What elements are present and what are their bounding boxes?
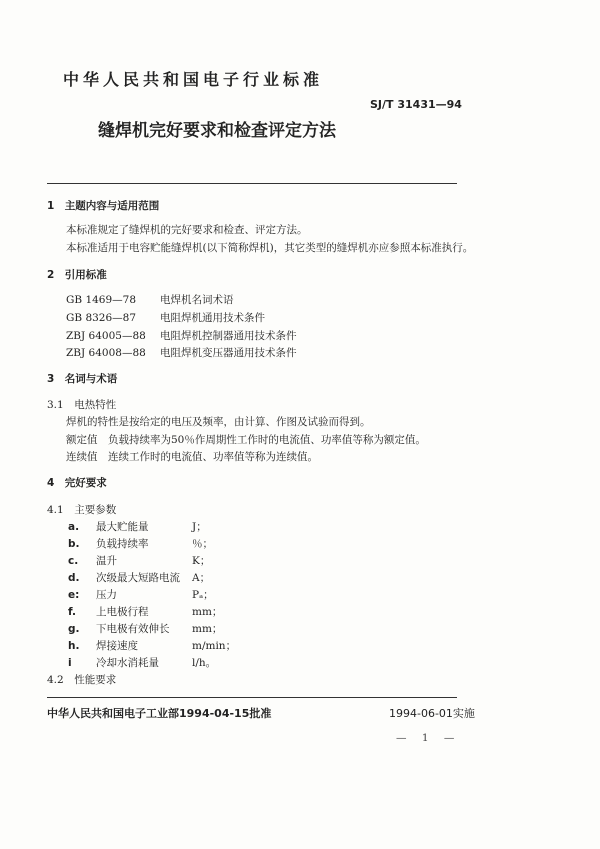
param-name: 压力 bbox=[96, 589, 117, 601]
org-title: 中华人民共和国电子行业标准 bbox=[63, 70, 324, 89]
top-divider bbox=[47, 183, 457, 184]
section-4-heading: 4 完好要求 bbox=[47, 477, 107, 489]
param-unit: A； bbox=[192, 572, 211, 584]
subsection-3-1-heading: 3.1 电热特性 bbox=[47, 399, 117, 411]
param-name: 次级最大短路电流 bbox=[96, 572, 180, 584]
param-unit: ％； bbox=[192, 538, 213, 550]
param-unit: J； bbox=[192, 521, 207, 533]
approval-text: 中华人民共和国电子工业部1994-04-15批准 bbox=[47, 707, 272, 720]
implementation-date: 1994-06-01实施 bbox=[389, 707, 475, 720]
section-1-heading: 1 主题内容与适用范围 bbox=[47, 200, 160, 212]
subsection-4-1-heading: 4.1 主要参数 bbox=[47, 504, 117, 516]
ref-name: 电阻焊机通用技术条件 bbox=[160, 312, 265, 324]
param-label: e: bbox=[68, 589, 80, 601]
param-label: i bbox=[68, 657, 72, 669]
param-unit: mm； bbox=[192, 606, 223, 618]
param-label: c. bbox=[68, 555, 79, 567]
param-name: 负载持续率 bbox=[96, 538, 149, 550]
param-label: b. bbox=[68, 538, 80, 550]
param-name: 焊接速度 bbox=[96, 640, 138, 652]
param-label: d. bbox=[68, 572, 80, 584]
param-label: f. bbox=[68, 606, 76, 618]
footer-divider bbox=[47, 697, 457, 698]
param-unit: K； bbox=[192, 555, 211, 567]
ref-code: ZBJ 64008—88 bbox=[66, 347, 146, 359]
paragraph: 额定值 负载持续率为50％作周期性工作时的电流值、功率值等称为额定值。 bbox=[66, 434, 426, 446]
doc-title: 缝焊机完好要求和检查评定方法 bbox=[98, 121, 336, 141]
ref-code: GB 8326—87 bbox=[66, 312, 137, 324]
param-label: h. bbox=[68, 640, 80, 652]
subsection-4-2-heading: 4.2 性能要求 bbox=[47, 674, 117, 686]
param-name: 温升 bbox=[96, 555, 117, 567]
param-name: 最大贮能量 bbox=[96, 521, 149, 533]
ref-name: 电阻焊机变压器通用技术条件 bbox=[160, 347, 297, 359]
ref-name: 电焊机名词术语 bbox=[160, 294, 234, 306]
param-name: 上电极行程 bbox=[96, 606, 149, 618]
ref-code: ZBJ 64005—88 bbox=[66, 330, 146, 342]
section-3-heading: 3 名词与术语 bbox=[47, 373, 118, 385]
paragraph: 本标准规定了缝焊机的完好要求和检查、评定方法。 bbox=[66, 224, 308, 236]
ref-code: GB 1469—78 bbox=[66, 294, 137, 306]
ref-name: 电阻焊机控制器通用技术条件 bbox=[160, 330, 297, 342]
paragraph: 焊机的特性是按给定的电压及频率，由计算、作图及试验而得到。 bbox=[66, 416, 371, 428]
param-name: 下电极有效伸长 bbox=[96, 623, 170, 635]
param-unit: m/min； bbox=[192, 640, 237, 652]
page-number: — 1 — bbox=[396, 732, 455, 744]
param-label: a. bbox=[68, 521, 80, 533]
standard-code: SJ/T 31431—94 bbox=[370, 98, 462, 111]
param-unit: l/h。 bbox=[192, 657, 217, 669]
param-name: 冷却水消耗量 bbox=[96, 657, 159, 669]
param-unit: mm； bbox=[192, 623, 223, 635]
param-label: g. bbox=[68, 623, 80, 635]
section-2-heading: 2 引用标准 bbox=[47, 269, 107, 281]
param-unit: Pₐ； bbox=[192, 589, 214, 601]
paragraph: 本标准适用于电容贮能缝焊机(以下简称焊机)，其它类型的缝焊机亦应参照本标准执行。 bbox=[66, 242, 474, 254]
paragraph: 连续值 连续工作时的电流值、功率值等称为连续值。 bbox=[66, 451, 318, 463]
